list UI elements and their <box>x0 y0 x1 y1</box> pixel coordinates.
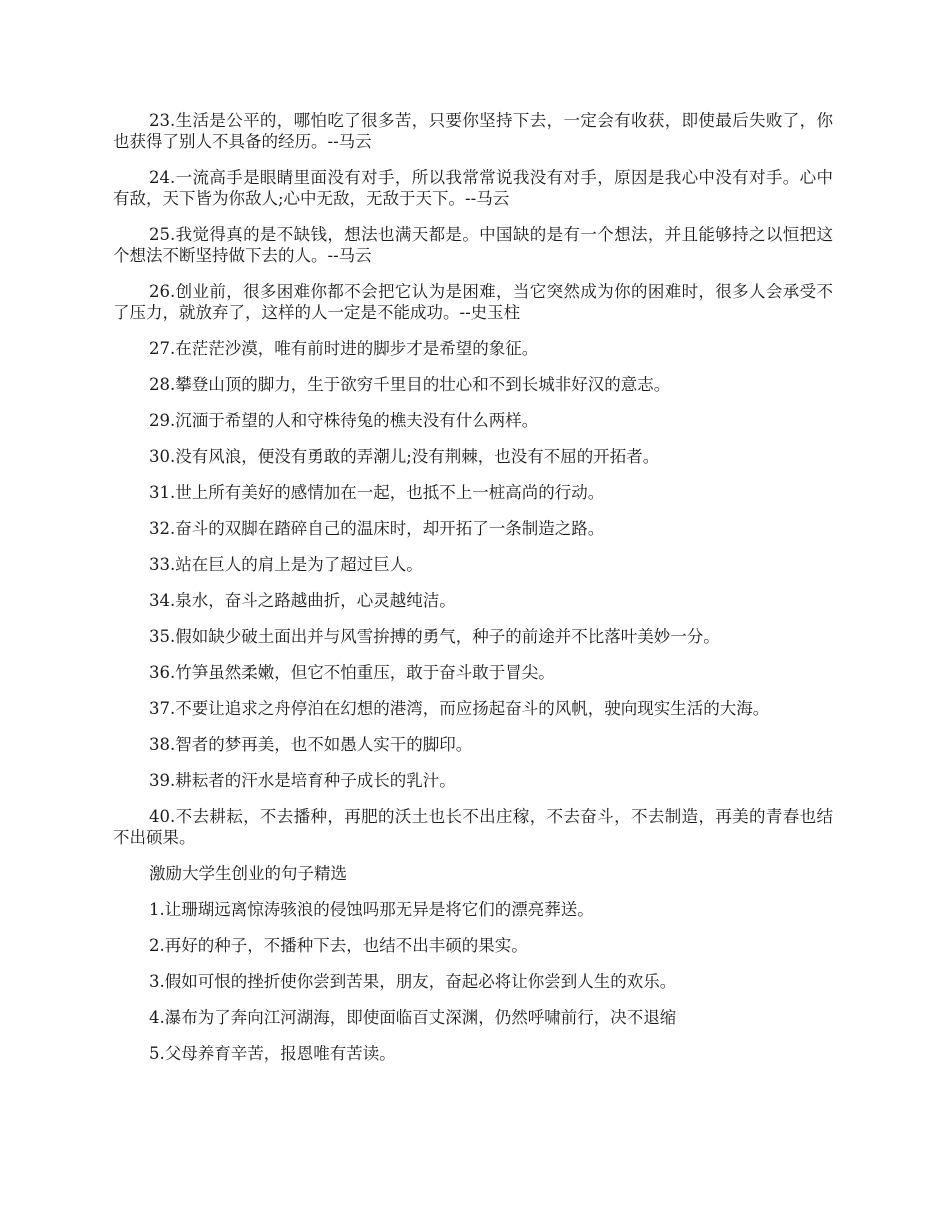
quote-40: 40.不去耕耘，不去播种，再肥的沃土也长不出庄稼，不去奋斗，不去制造，再美的青春也结不出硕果。 <box>113 807 833 847</box>
quote-32: 32.奋斗的双脚在踏碎自己的温床时，却开拓了一条制造之路。 <box>149 519 605 538</box>
quote-25: 25.我觉得真的是不缺钱，想法也满天都是。中国缺的是有一个想法，并且能够持之以恒把这个想法不断坚持做下去的人。--马云 <box>113 225 833 265</box>
quote-33: 33.站在巨人的肩上是为了超过巨人。 <box>149 555 423 574</box>
quote-2: 2.再好的种子，不播种下去，也结不出丰硕的果实。 <box>149 936 528 955</box>
quote-3: 3.假如可恨的挫折使你尝到苦果，朋友，奋起必将让你尝到人生的欢乐。 <box>149 972 677 991</box>
quote-4: 4.瀑布为了奔向江河湖海，即使面临百丈深渊，仍然呼啸前行，决不退缩 <box>149 1008 677 1027</box>
quote-30: 30.没有风浪，便没有勇敢的弄潮儿;没有荆棘，也没有不屈的开拓者。 <box>149 447 660 466</box>
quote-23: 23.生活是公平的，哪怕吃了很多苦，只要你坚持下去，一定会有收获，即使最后失败了，你也获得了别人不具备的经历。--马云 <box>113 111 833 151</box>
quote-38: 38.智者的梦再美，也不如愚人实干的脚印。 <box>149 735 473 754</box>
quote-27: 27.在茫茫沙漠，唯有前时进的脚步才是希望的象征。 <box>149 339 539 358</box>
quote-29: 29.沉湎于希望的人和守株待兔的樵夫没有什么两样。 <box>149 411 539 430</box>
quote-39: 39.耕耘者的汗水是培育种子成长的乳汁。 <box>149 771 456 790</box>
quote-37: 37.不要让追求之舟停泊在幻想的港湾，而应扬起奋斗的风帆，驶向现实生活的大海。 <box>149 699 770 718</box>
quote-1: 1.让珊瑚远离惊涛骇浪的侵蚀吗那无异是将它们的漂亮葬送。 <box>149 900 594 919</box>
quote-36: 36.竹笋虽然柔嫩，但它不怕重压，敢于奋斗敢于冒尖。 <box>149 663 555 682</box>
quote-5: 5.父母养育辛苦，报恩唯有苦读。 <box>149 1044 396 1063</box>
quote-28: 28.攀登山顶的脚力，生于欲穷千里目的壮心和不到长城非好汉的意志。 <box>149 375 671 394</box>
section-heading: 激励大学生创业的句子精选 <box>149 864 347 883</box>
quote-34: 34.泉水，奋斗之路越曲折，心灵越纯洁。 <box>149 591 456 610</box>
quote-26: 26.创业前，很多困难你都不会把它认为是困难，当它突然成为你的困难时，很多人会承受不了压力，就放弃了，这样的人一定是不能成功。--史玉柱 <box>113 282 833 322</box>
quote-35: 35.假如缺少破土面出并与风雪拚搏的勇气，种子的前途并不比落叶美妙一分。 <box>149 627 720 646</box>
document-body <box>113 110 833 1079</box>
quote-24: 24.一流高手是眼睛里面没有对手，所以我常常说我没有对手，原因是我心中没有对手。心中有敌，天下皆为你敌人;心中无敌，无敌于天下。--马云 <box>113 168 833 208</box>
quote-31: 31.世上所有美好的感情加在一起，也抵不上一桩高尚的行动。 <box>149 483 605 502</box>
